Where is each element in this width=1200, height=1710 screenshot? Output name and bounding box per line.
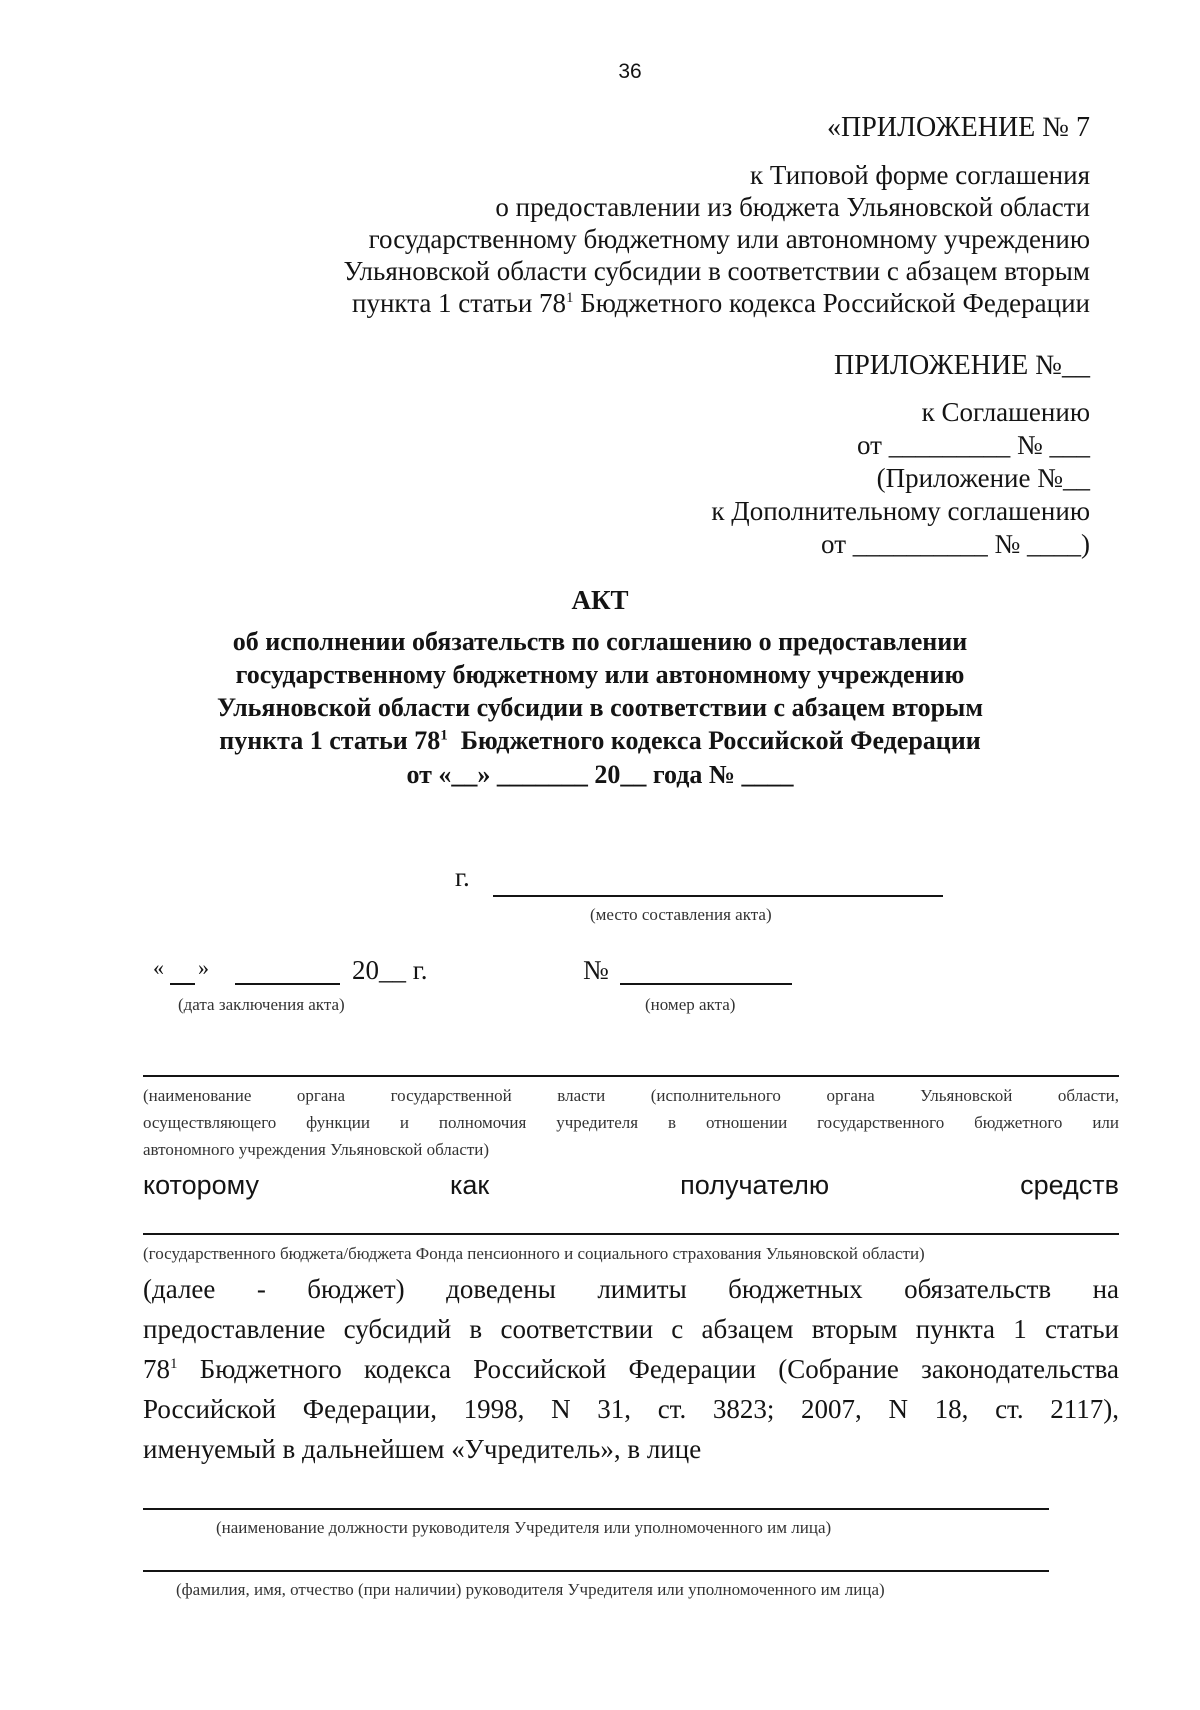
appendix-line-1: к Соглашению	[921, 397, 1090, 427]
paragraph-line-3-a: 78	[143, 1354, 170, 1384]
name-caption: (фамилия, имя, отчество (при наличии) руководителя Учредителя или уполномоченного им лица)	[176, 1580, 885, 1599]
act-title-line-1: об исполнении обязательств по соглашению о предоставлении	[232, 627, 968, 656]
annex-line-5	[352, 288, 1090, 319]
organ-line[interactable]	[143, 1075, 1119, 1077]
date-caption: (дата заключения акта)	[178, 995, 345, 1014]
annex-line-5-b: Бюджетного кодекса Российской Федерации	[580, 288, 1090, 318]
date-day-line[interactable]	[170, 983, 195, 985]
date-year: 20__ г.	[352, 955, 428, 985]
place-prefix: г.	[455, 862, 470, 892]
date-quote-open: «	[153, 955, 164, 980]
act-title-line-4-a: пункта 1 статьи 78	[219, 726, 441, 755]
paragraph-sup: 1	[170, 1356, 178, 1372]
act-title-line-4-b: Бюджетного кодекса Российской Федерации	[460, 726, 981, 755]
page-number: 36	[618, 60, 642, 83]
act-title-sup: 1	[440, 727, 448, 744]
annex-line-5-a: пункта 1 статьи 78	[352, 288, 567, 318]
organ-caption-2: осуществляющего функции и полномочия учредителя в отношении государственного бюджетного или	[143, 1113, 1119, 1132]
number-caption: (номер акта)	[645, 995, 736, 1014]
appendix-line-5: от __________ № ____)	[821, 529, 1090, 559]
number-line[interactable]	[620, 983, 792, 985]
annex-line-2: о предоставлении из бюджета Ульяновской области	[495, 192, 1090, 222]
act-title-line-2: государственному бюджетному или автономному учреждению	[235, 660, 965, 689]
position-line[interactable]	[143, 1508, 1049, 1510]
place-line[interactable]	[493, 895, 943, 897]
place-caption: (место составления акта)	[590, 905, 772, 924]
paragraph-line-3	[143, 1354, 1119, 1385]
budget-line[interactable]	[143, 1233, 1119, 1235]
appendix-title: ПРИЛОЖЕНИЕ №__	[834, 350, 1090, 381]
annex-line-1: к Типовой форме соглашения	[750, 160, 1090, 190]
appendix-line-4: к Дополнительному соглашению	[711, 496, 1090, 526]
act-title-line-5: от «__» _______ 20__ года № ____	[406, 760, 794, 789]
recipient-word-1: которому	[143, 1170, 260, 1200]
act-title-line-4	[0, 726, 1200, 756]
paragraph-line-5: именуемый в дальнейшем «Учредитель», в лице	[143, 1434, 702, 1464]
name-line[interactable]	[143, 1570, 1049, 1572]
number-label: №	[583, 955, 609, 985]
organ-caption-1: (наименование органа государственной власти (исполнительного органа Ульяновской области,	[143, 1086, 1119, 1105]
annex-line-4: Ульяновской области субсидии в соответствии с абзацем вторым	[343, 256, 1090, 286]
annex-line-3: государственному бюджетному или автономному учреждению	[368, 224, 1090, 254]
recipient-word-3: получателю	[680, 1170, 830, 1200]
appendix-line-3: (Приложение №__	[876, 463, 1090, 493]
recipient-line	[143, 1170, 1119, 1201]
appendix-line-2: от _________ № ___	[857, 430, 1090, 460]
organ-caption-3: автономного учреждения Ульяновской области)	[143, 1140, 490, 1159]
act-title-line-3: Ульяновской области субсидии в соответствии с абзацем вторым	[216, 693, 984, 722]
position-caption: (наименование должности руководителя Учредителя или уполномоченного им лица)	[216, 1518, 832, 1537]
budget-caption: (государственного бюджета/бюджета Фонда пенсионного и социального страхования Ульяновской области)	[143, 1244, 925, 1263]
paragraph-line-2: предоставление субсидий в соответствии с абзацем вторым пункта 1 статьи	[143, 1314, 1119, 1344]
date-month-line[interactable]	[235, 983, 340, 985]
act-heading: АКТ	[571, 585, 629, 615]
recipient-word-4: средств	[1020, 1170, 1119, 1200]
annex-title: «ПРИЛОЖЕНИЕ № 7	[827, 112, 1090, 143]
paragraph-line-4: Российской Федерации, 1998, N 31, ст. 3823; 2007, N 18, ст. 2117),	[143, 1394, 1119, 1424]
paragraph-line-1: (далее - бюджет) доведены лимиты бюджетных обязательств на	[143, 1274, 1119, 1304]
date-quote-close: »	[198, 955, 209, 980]
paragraph-line-3-b: Бюджетного кодекса Российской Федерации (Собрание законодательства	[177, 1354, 1119, 1384]
recipient-word-2: как	[449, 1170, 490, 1200]
annex-sup: 1	[566, 290, 574, 306]
